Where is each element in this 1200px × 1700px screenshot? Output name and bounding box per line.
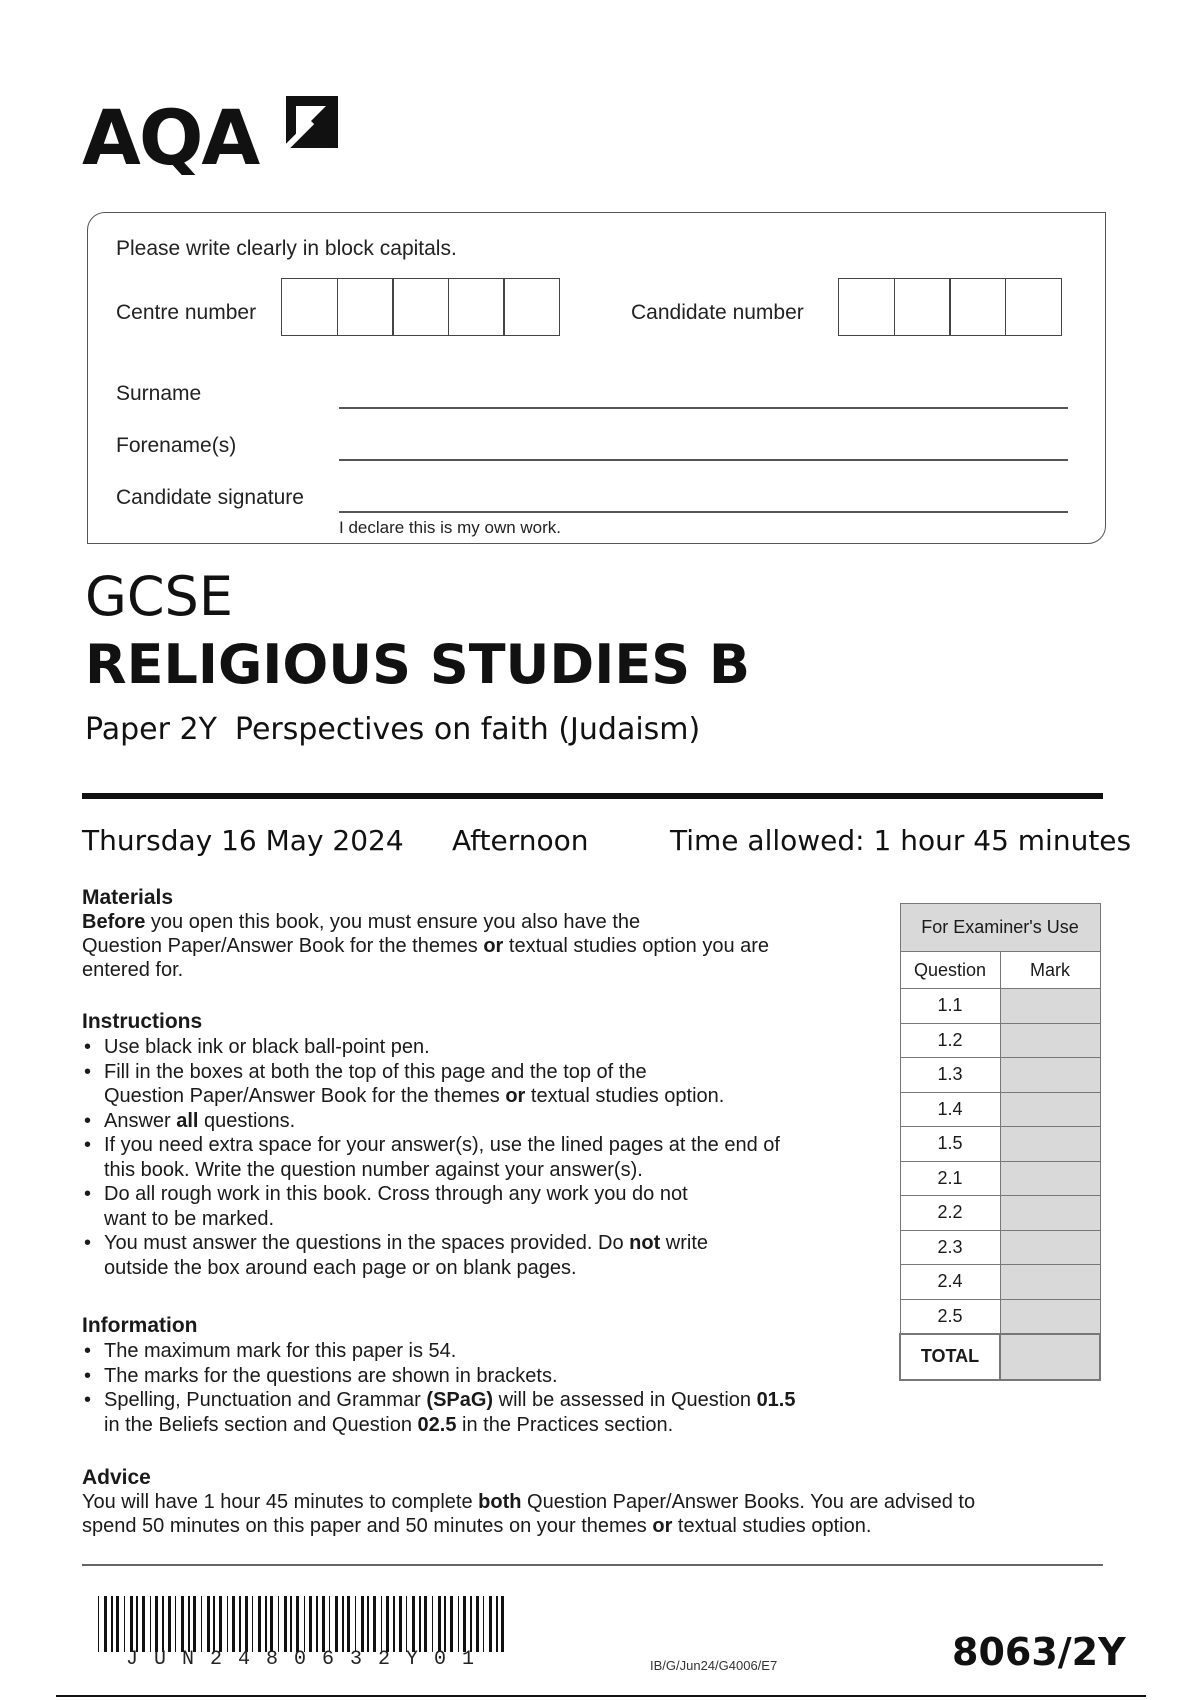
list-item: • Do all rough work in this book. Cross through any work you do not want to be marked. [82, 1182, 780, 1231]
advice-heading: Advice [82, 1466, 151, 1489]
question-number: 1.3 [900, 1058, 1000, 1093]
centre-digit-box[interactable] [448, 278, 505, 336]
page-bottom-rule [56, 1695, 1146, 1697]
aqa-logo [82, 92, 342, 187]
list-item: • The marks for the questions are shown in brackets. [82, 1364, 796, 1389]
candidate-details-box [87, 212, 1106, 544]
mark-cell [1000, 1092, 1100, 1127]
examiner-use-table [899, 903, 1101, 1381]
table-row [900, 1265, 1100, 1300]
candidate-digit-box[interactable] [1005, 278, 1062, 336]
instructions-heading: Instructions [82, 1010, 203, 1033]
mark-cell [1000, 1161, 1100, 1196]
question-number: 2.5 [900, 1299, 1000, 1334]
materials-text: Before you open this book, you must ensure you also have the Question Paper/Answer Book for the themes or textual studies option you are entered for. [82, 911, 770, 981]
table-row [900, 989, 1100, 1024]
exam-date: Thursday 16 May 2024 [82, 824, 404, 857]
examiner-table-header: For Examiner's Use [900, 904, 1100, 952]
table-row [900, 1127, 1100, 1162]
question-number: 1.5 [900, 1127, 1000, 1162]
table-row [900, 1023, 1100, 1058]
signature-label: Candidate signature [116, 486, 304, 509]
time-allowed: Time allowed: 1 hour 45 minutes [670, 824, 1132, 857]
total-row [900, 1334, 1100, 1380]
question-number: 1.1 [900, 989, 1000, 1024]
mark-cell [1000, 1299, 1100, 1334]
question-number: 1.4 [900, 1092, 1000, 1127]
candidate-number-label: Candidate number [631, 301, 804, 324]
list-item: • The maximum mark for this paper is 54. [82, 1339, 796, 1364]
candidate-digit-box[interactable] [894, 278, 951, 336]
mark-cell [1000, 989, 1100, 1024]
information-list [82, 1339, 796, 1437]
paper-code-footer: 8063/2Y [952, 1630, 1126, 1674]
paper-name: Perspectives on faith (Judaism) [234, 712, 701, 747]
forename-label: Forename(s) [116, 434, 237, 457]
heading-divider [82, 793, 1103, 799]
block-capitals-instruction: Please write clearly in block capitals. [116, 237, 457, 260]
centre-number-label: Centre number [116, 301, 257, 324]
table-row [900, 1058, 1100, 1093]
list-item: • Use black ink or black ball-point pen. [82, 1035, 780, 1060]
declaration-text: I declare this is my own work. [339, 518, 562, 537]
candidate-digit-box[interactable] [949, 278, 1006, 336]
list-item: • You must answer the questions in the spaces provided. Do not write outside the box around each page or on blank pages. [82, 1231, 780, 1280]
mark-cell [1000, 1196, 1100, 1231]
barcode-image [98, 1596, 508, 1652]
information-heading: Information [82, 1314, 198, 1337]
mark-cell [1000, 1230, 1100, 1265]
table-row [900, 1299, 1100, 1334]
mark-column-header: Mark [1000, 952, 1100, 989]
subject-title: RELIGIOUS STUDIES B [85, 633, 751, 696]
candidate-digit-box[interactable] [838, 278, 895, 336]
mark-cell [1000, 1127, 1100, 1162]
footer-divider [82, 1564, 1103, 1566]
centre-number-boxes [281, 278, 559, 336]
materials-heading: Materials [82, 886, 174, 909]
table-row [900, 1196, 1100, 1231]
forename-field[interactable] [339, 459, 1068, 461]
instructions-list [82, 1035, 780, 1280]
centre-digit-box[interactable] [337, 278, 394, 336]
question-number: 2.3 [900, 1230, 1000, 1265]
paper-reference: IB/G/Jun24/G4006/E7 [650, 1658, 778, 1673]
surname-field[interactable] [339, 407, 1068, 409]
table-row [900, 1161, 1100, 1196]
advice-text: You will have 1 hour 45 minutes to complete both Question Paper/Answer Books. You are advised to spend 50 minutes on this paper and 50 minutes on your themes or textual studies option. [82, 1491, 976, 1537]
candidate-number-boxes [838, 278, 1060, 336]
total-label: TOTAL [900, 1334, 1000, 1380]
logo-text: AQA [82, 93, 259, 182]
centre-digit-box[interactable] [281, 278, 338, 336]
barcode-text: JUN2480632Y01 [126, 1648, 491, 1671]
centre-digit-box[interactable] [503, 278, 560, 336]
signature-field[interactable] [339, 511, 1068, 513]
question-number: 2.1 [900, 1161, 1000, 1196]
logo-mark-icon [282, 92, 342, 152]
list-item: • Spelling, Punctuation and Grammar (SPaG) will be assessed in Question 01.5 in the Beliefs section and Question 02.5 in the Practices section. [82, 1388, 796, 1437]
paper-code: Paper 2Y [85, 712, 217, 747]
table-row [900, 1092, 1100, 1127]
question-number: 2.4 [900, 1265, 1000, 1300]
centre-digit-box[interactable] [392, 278, 449, 336]
mark-cell [1000, 1265, 1100, 1300]
surname-label: Surname [116, 382, 202, 405]
question-number: 2.2 [900, 1196, 1000, 1231]
mark-cell [1000, 1058, 1100, 1093]
table-row [900, 1230, 1100, 1265]
question-column-header: Question [900, 952, 1000, 989]
list-item: • Fill in the boxes at both the top of this page and the top of the Question Paper/Answer Book for the themes or textual studies option. [82, 1060, 780, 1109]
list-item: • If you need extra space for your answer(s), use the lined pages at the end of this book. Write the question number against your answer(s). [82, 1133, 780, 1182]
paper-title [85, 712, 700, 747]
question-number: 1.2 [900, 1023, 1000, 1058]
mark-cell [1000, 1023, 1100, 1058]
qualification-level: GCSE [85, 565, 233, 628]
total-mark-cell [1000, 1334, 1100, 1380]
list-item: • Answer all questions. [82, 1109, 780, 1134]
exam-session: Afternoon [452, 824, 589, 857]
